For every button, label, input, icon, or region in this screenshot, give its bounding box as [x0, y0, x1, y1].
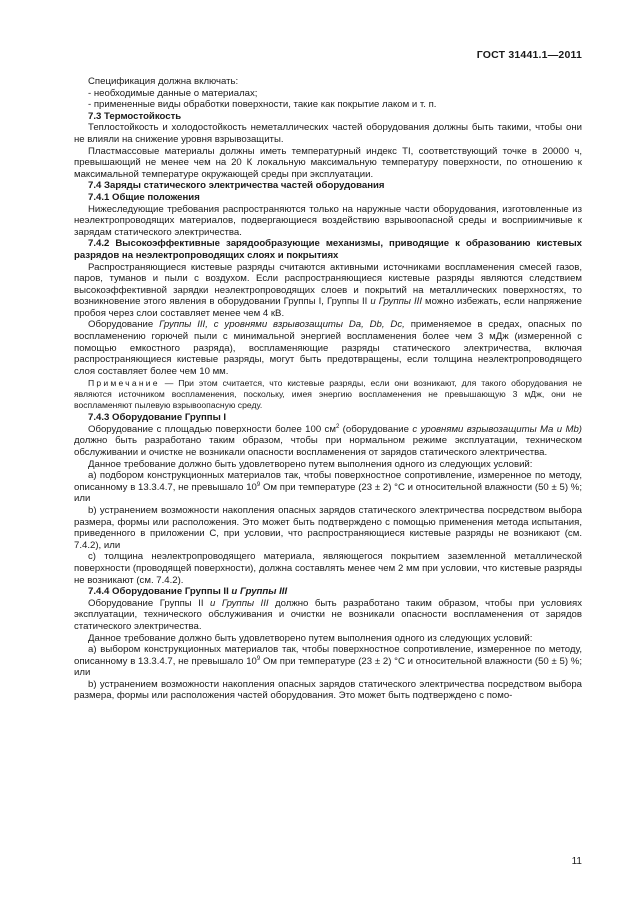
para-text: Ом при температуре (23 ± 2) °С и относительной влажности (50 ± 5) %; или — [74, 655, 582, 679]
para-italic: с уровнями взрывозащиты Ma и Mb) — [412, 423, 582, 435]
para-text: должно быть разработано таким образом, чтобы при условиях эксплуатации, технического обслуживания и очистки не возникали опасности воспламенения от зарядов статического электричества. — [74, 597, 582, 632]
para-text: Оборудование — [88, 319, 160, 331]
note-label: Примечание — [88, 378, 160, 389]
section-7-4-3-item-c: с) толщина неэлектропроводящего материала, являющегося покрытием заземленной металлической поверхности (проводящей поверхности), должна составлять менее чем 2 мм при условии, что кистевые разряды не возникают (см. 7.4.2). — [74, 551, 582, 586]
note-text: — При этом считается, что кистевые разряды, если они возникают, для такого оборудования не являются источником воспламенения, поскольку, имея энергию воспламенения не превышающую 3 мДж, они не воспламеняют пылевую взрывоопасную среду. — [74, 378, 582, 410]
section-7-3-title: 7.3 Термостойкость — [88, 110, 182, 122]
para-text: а) выбором конструкционных материалов так, чтобы поверхностное сопротивление, измеренное по методу, описанному в 13.3.4.7, не превышало 10 — [74, 644, 582, 667]
page-number: 11 — [571, 856, 582, 867]
standard-header: ГОСТ 31441.1—2011 — [476, 49, 582, 61]
section-7-4-2-para-2 — [74, 319, 582, 377]
section-7-4-4-item-a — [74, 644, 582, 679]
para-text: Ом при температуре (23 ± 2) °С и относительной влажности (50 ± 5) %; или — [74, 481, 582, 505]
para-text: (оборудование — [339, 423, 413, 435]
section-7-4-3-para-2: Данное требование должно быть удовлетворено путем выполнения одного из следующих условий: — [88, 458, 533, 470]
section-7-4-4-title — [74, 586, 582, 598]
para-text: применяемое в средах, опасных по воспламенению горючей пыли с минимальной энергией воспламенения более чем 3 мДж (измеренной с помощью емкостного разряда), воспламеняющие разряды статического электричества, включая распространяющиеся кистевые разряды, могут быть предотвращены, если толщина неэлектропроводящего слоя составляет более чем 10 мм. — [74, 319, 582, 377]
section-7-4-3-title: 7.4.3 Оборудование Группы I — [88, 412, 227, 424]
spec-intro: Спецификация должна включать: — [88, 76, 239, 87]
section-7-4-1-para-1: Нижеследующие требования распространяются только на наружные части оборудования, изготовленные из неэлектропроводящих материалов, подвергающиеся воздействию взрывоопасной среды и восприимчивые к зарядам статического электричества. — [74, 203, 582, 238]
spec-item-2: - примененные виды обработки поверхности, такие как покрытие лаком и т. п. — [88, 99, 437, 111]
section-7-4-3-para-1 — [74, 424, 582, 459]
superscript: 9 — [256, 481, 261, 488]
section-7-4-2-title: 7.4.2 Высокоэффективные зарядообразующие механизмы, приводящие к образованию кистевых разрядов на неэлектропроводящих слоях и покрытиях — [74, 238, 582, 261]
section-7-4-4-para-1 — [74, 598, 582, 633]
para-text: Распространяющиеся кистевые разряды считаются активными источниками воспламенения смесей газов, паров, туманов и пыли с воздухом. Если распространяющиеся кистевые разряды являются следствием высокоэффективной зарядки неэлектропроводящих слоев и покрытий на металлических поверхностях, то возникновение этого явления в оборудовании Группы I, Группы II — [74, 261, 582, 308]
section-7-4-4-para-2: Данное требование должно быть удовлетворено путем выполнения одного из следующих условий: — [88, 632, 533, 644]
para-text: должно быть разработано таким образом, чтобы при нормальном режиме эксплуатации, техническом обслуживании и очистке не возникали опасности воспламенения от зарядов статического электричества. — [74, 435, 582, 458]
section-7-4-3-item-a — [74, 470, 582, 505]
superscript: 9 — [256, 655, 261, 662]
para-text: a) подбором конструкционных материалов так, чтобы поверхностное сопротивление, измеренное по методу, описанному в 13.3.4.7, не превышало 10 — [74, 470, 582, 493]
title-text: 7.4.4 Оборудование Группы II — [88, 586, 232, 598]
para-italic: и Группы III — [370, 296, 423, 308]
para-text: Оборудование с площадью поверхности более 100 см — [88, 423, 336, 435]
section-7-3-para-2: Пластмассовые материалы должны иметь температурный индекс TI, соответствующий точке в 20000 ч, превышающий не менее чем на 20 К локальную максимальную температуру поверхности, по отношению к максимальной температуре окружающей среды при эксплуатации. — [74, 145, 582, 180]
para-italic: Группы III, с уровнями взрывозащиты Da, Db, Dc, — [159, 319, 405, 331]
section-7-3-para-1: Теплостойкость и холодостойкость неметаллических частей оборудования должны быть такими, чтобы они не влияли на снижение уровня взрывозащиты. — [74, 122, 582, 145]
superscript: 2 — [335, 423, 340, 430]
section-7-4-2-para-1 — [74, 262, 582, 320]
title-italic: и Группы III — [231, 586, 288, 598]
note — [74, 378, 582, 410]
section-7-4-title: 7.4 Заряды статического электричества частей оборудования — [88, 180, 385, 192]
para-text: можно избежать, если напряжение пробоя через слои составляет менее чем 4 кВ. — [74, 296, 582, 319]
section-7-4-1-title: 7.4.1 Общие положения — [88, 191, 200, 203]
section-7-4-4-item-b: b) устранением возможности накопления опасных зарядов статического электричества посредством выбора размера, формы или расположения частей оборудования. Это может быть подтверждено с помо- — [74, 678, 582, 702]
para-text: Оборудование Группы II — [88, 597, 210, 609]
para-italic: и Группы III — [210, 597, 269, 609]
spec-item-1: - необходимые данные о материалах; — [88, 87, 258, 99]
page-body — [74, 76, 582, 702]
section-7-4-3-item-b: b) устранением возможности накопления опасных зарядов статического электричества посредством выбора размера, формы или расположения. Это может быть подтверждено с помощью применения метода испытания, приведенного в приложении С, при условии, что распространяющиеся кистевые разряды не возникают (см. 7.4.2), или — [74, 504, 582, 551]
